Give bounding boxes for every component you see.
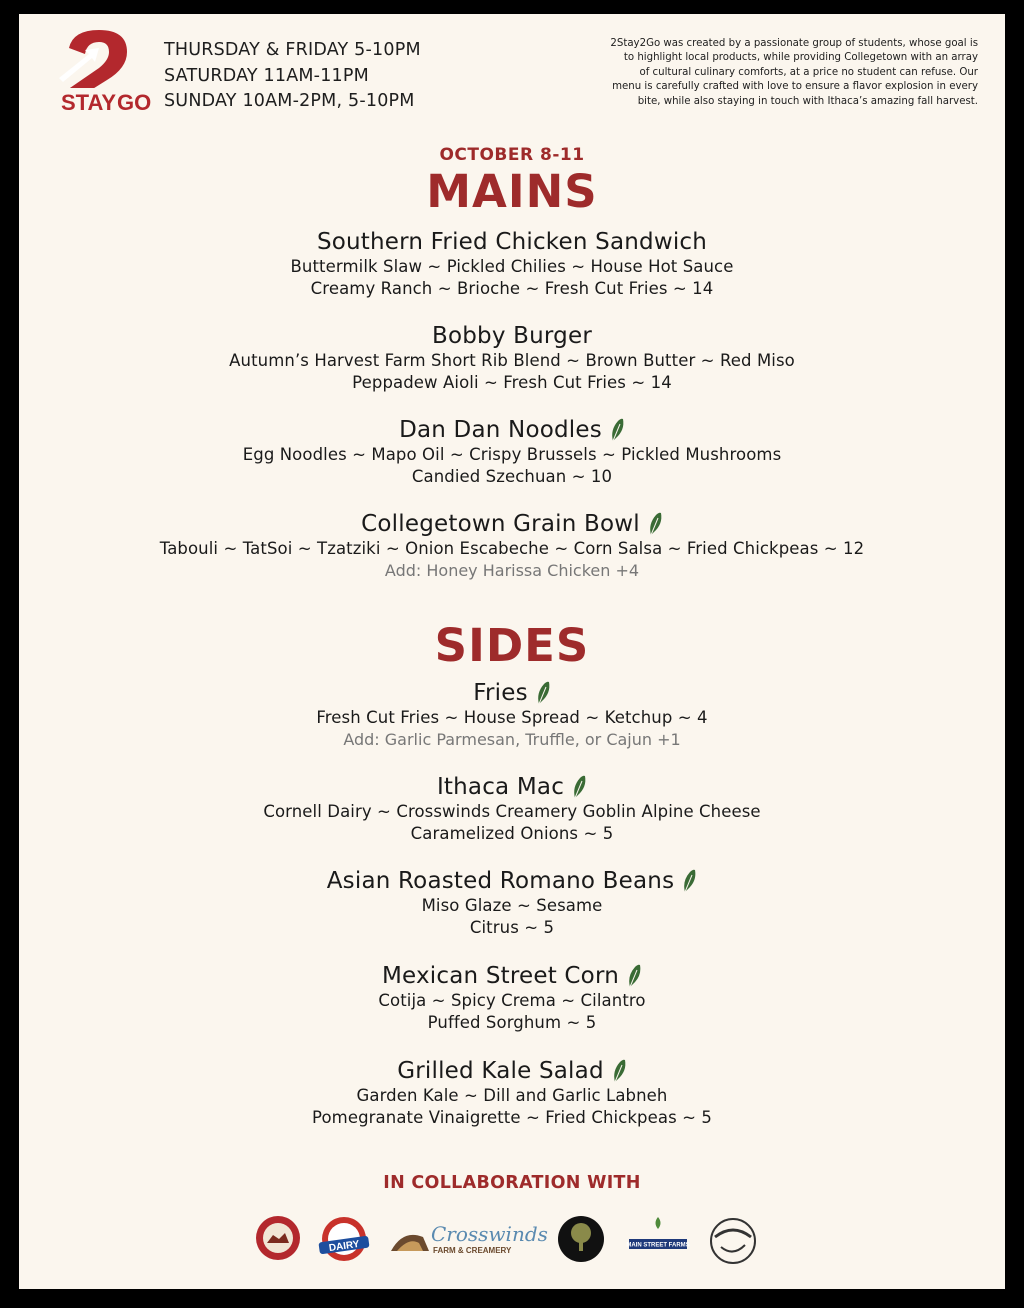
menu-item	[19, 510, 1005, 581]
script-farm-seal-logo	[705, 1215, 761, 1267]
main-street-farms-logo	[625, 1215, 691, 1263]
item-name	[432, 322, 592, 350]
item-addon: Add: Honey Harissa Chicken +4	[384, 560, 640, 580]
leaf-icon	[572, 775, 587, 799]
about-line: bite, while also staying in touch with Ithaca’s amazing fall harvest.	[637, 95, 978, 107]
sides-title: SIDES	[434, 619, 590, 672]
item-description: Cotija ~ Spicy Crema ~ Cilantro	[378, 991, 646, 1010]
about-line: menu is carefully crafted with love to ensure a flavor explosion in every	[612, 81, 978, 93]
partner-farm-seal-logo	[255, 1215, 301, 1261]
item-name	[437, 773, 587, 801]
about-line: to highlight local products, while providing Collegetown with an array	[623, 52, 978, 64]
item-name-text: Fries	[473, 680, 528, 706]
item-name-text: Southern Fried Chicken Sandwich	[316, 229, 708, 255]
opening-hours	[164, 38, 421, 115]
hours-line: THURSDAY & FRIDAY 5-10PM	[164, 40, 421, 60]
item-description: Pomegranate Vinaigrette ~ Fried Chickpeas ~ 5	[312, 1107, 712, 1127]
crosswinds-subtitle: FARM & CREAMERY	[433, 1246, 512, 1255]
item-name-text: Collegetown Grain Bowl	[361, 511, 640, 537]
leaf-icon	[536, 681, 551, 705]
about-text	[568, 37, 978, 109]
menu-item	[19, 416, 1005, 487]
item-name-text: Ithaca Mac	[436, 774, 565, 800]
leaf-icon	[610, 418, 625, 442]
leaf-icon	[627, 964, 642, 988]
menu-item	[19, 867, 1005, 938]
item-description: Cornell Dairy ~ Crosswinds Creamery Goblin Alpine Cheese	[263, 802, 761, 821]
item-name-text: Dan Dan Noodles	[399, 417, 602, 443]
menu-item	[19, 1057, 1005, 1128]
item-description: Peppadew Aioli ~ Fresh Cut Fries ~ 14	[352, 372, 672, 392]
leaf-icon	[612, 1059, 627, 1083]
item-description: Candied Szechuan ~ 10	[411, 466, 613, 486]
item-name-text: Grilled Kale Salad	[397, 1058, 604, 1084]
crosswinds-logo	[389, 1215, 548, 1259]
item-description: Autumn’s Harvest Farm Short Rib Blend ~ Brown Butter ~ Red Miso	[229, 351, 795, 370]
cornell-dairy-text: DAIRY	[328, 1238, 361, 1255]
collaboration-title: IN COLLABORATION WITH	[383, 1173, 641, 1193]
item-name	[473, 679, 551, 707]
cornell-dairy-logo	[315, 1215, 373, 1265]
menu-item	[19, 773, 1005, 844]
item-description: Caramelized Onions ~ 5	[410, 823, 614, 843]
item-description: Creamy Ranch ~ Brioche ~ Fresh Cut Fries ~ 14	[310, 278, 714, 298]
item-name	[397, 1057, 627, 1085]
item-description: Garden Kale ~ Dill and Garlic Labneh	[356, 1086, 668, 1105]
main-street-farms-text: MAIN STREET FARMS	[626, 1242, 690, 1249]
menu-item	[19, 228, 1005, 299]
crosswinds-name: Crosswinds	[431, 1222, 548, 1246]
hours-line: SATURDAY 11AM-11PM	[164, 65, 369, 86]
item-name-text: Asian Roasted Romano Beans	[326, 868, 675, 894]
item-description: Fresh Cut Fries ~ House Spread ~ Ketchup ~ 4	[316, 708, 708, 727]
hours-line: SUNDAY 10AM-2PM, 5-10PM	[164, 91, 415, 111]
leaf-icon	[648, 512, 663, 536]
menu-item	[19, 962, 1005, 1033]
menu-item	[19, 322, 1005, 393]
item-description: Miso Glaze ~ Sesame	[421, 896, 603, 915]
item-name-text: Bobby Burger	[432, 323, 592, 349]
partner-logos	[19, 1215, 1005, 1275]
item-description: Buttermilk Slaw ~ Pickled Chilies ~ House Hot Sauce	[290, 257, 734, 276]
menu-page	[19, 14, 1005, 1289]
mains-title: MAINS	[426, 165, 598, 218]
menu-item	[19, 679, 1005, 750]
item-name	[382, 962, 642, 990]
item-name	[317, 228, 707, 256]
stay2go-logo	[55, 28, 152, 115]
item-addon: Add: Garlic Parmesan, Truffle, or Cajun +1	[343, 729, 681, 749]
item-name	[399, 416, 625, 444]
item-description: Puffed Sorghum ~ 5	[427, 1012, 597, 1032]
logo-text-go: GO	[117, 90, 152, 115]
item-description: Egg Noodles ~ Mapo Oil ~ Crispy Brussels ~ Pickled Mushrooms	[242, 445, 782, 464]
item-description: Citrus ~ 5	[469, 917, 555, 937]
item-name	[327, 867, 698, 895]
leaf-icon	[682, 869, 697, 893]
menu-dates: OCTOBER 8-11	[439, 145, 585, 165]
about-line: 2Stay2Go was created by a passionate group of students, whose goal is	[610, 38, 978, 49]
item-description: Tabouli ~ TatSoi ~ Tzatziki ~ Onion Escabeche ~ Corn Salsa ~ Fried Chickpeas ~ 12	[159, 539, 865, 558]
tree-farm-logo	[557, 1215, 605, 1263]
item-name-text: Mexican Street Corn	[382, 963, 619, 989]
about-line: of cultural culinary comforts, at a price no student can refuse. Our	[639, 66, 978, 78]
logo-text-stay: STAY	[61, 90, 117, 115]
item-name	[361, 510, 663, 538]
